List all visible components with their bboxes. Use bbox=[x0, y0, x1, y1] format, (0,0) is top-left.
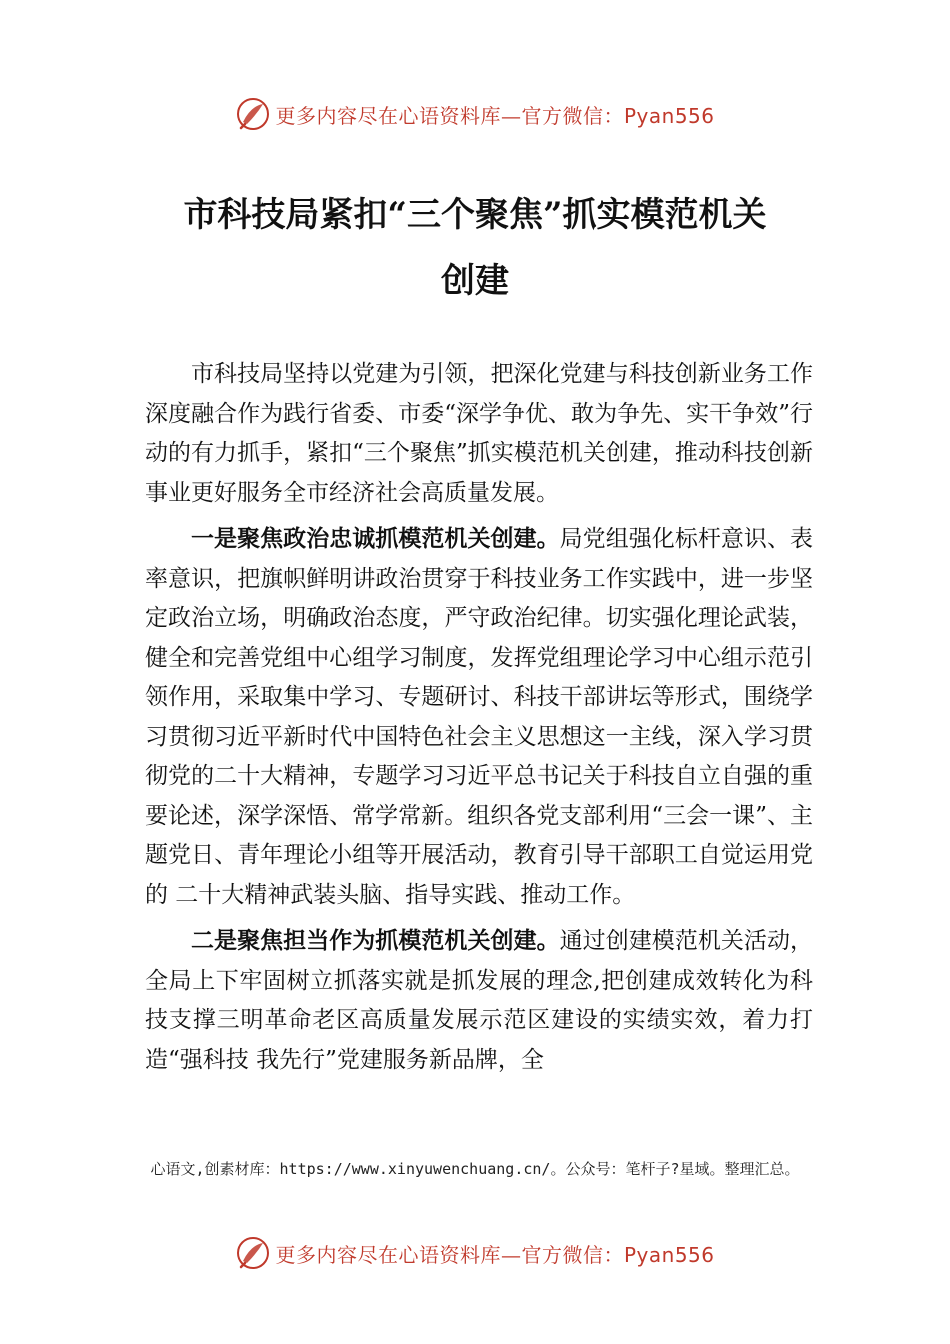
banner-wechat-label: 官方微信： bbox=[521, 1242, 624, 1267]
title-line-1: 市科技局紧扣“三个聚焦”抓实模范机关 bbox=[183, 195, 767, 235]
title-line-2: 创建 bbox=[441, 261, 509, 301]
article-body bbox=[145, 355, 813, 1080]
brush-logo-icon bbox=[235, 1235, 271, 1271]
paragraph-political-loyalty bbox=[145, 520, 813, 915]
banner-text bbox=[275, 100, 714, 129]
banner-brand: 更多内容尽在心语资料库 bbox=[275, 1242, 501, 1267]
brush-logo-icon bbox=[235, 96, 271, 132]
header-banner bbox=[0, 94, 950, 134]
footer-note: 心语文,创素材库：https://www.xinyuwenchuang.cn/。公众号：笔杆子?星域。整理汇总。 bbox=[150, 1160, 800, 1178]
banner-separator: — bbox=[500, 1242, 522, 1267]
footer-banner bbox=[0, 1233, 950, 1273]
banner-wechat-id: Pyan556 bbox=[623, 1242, 715, 1267]
banner-separator: — bbox=[500, 103, 522, 128]
paragraph-lead: 二是聚焦担当作为抓模范机关创建。 bbox=[191, 928, 560, 954]
paragraph-text: 通过创建模范机关活动，全局上下牢固树立抓落实就是抓发展的理念,把创建成效转化为科技支撑三明革命老区高质量发展示范区建设的实绩实效，着力打造“强科技 我先行”党建服务新品牌，全 bbox=[145, 928, 814, 1073]
paragraph-intro: 市科技局坚持以党建为引领，把深化党建与科技创新业务工作深度融合作为践行省委、市委“深学争优、敢为争先、实干争效”行动的有力抓手，紧扣“三个聚焦”抓实模范机关创建，推动科技创新事业更好服务全市经济社会高质量发展。 bbox=[145, 361, 813, 506]
banner-text bbox=[275, 1239, 714, 1268]
banner-brand: 更多内容尽在心语资料库 bbox=[275, 103, 501, 128]
paragraph-responsibility bbox=[145, 922, 813, 1080]
banner-wechat-id: Pyan556 bbox=[623, 103, 715, 128]
banner-wechat-label: 官方微信： bbox=[521, 103, 624, 128]
page-title bbox=[0, 182, 950, 314]
paragraph-text: 局党组强化标杆意识、表率意识，把旗帜鲜明讲政治贯穿于科技业务工作实践中，进一步坚定政治立场，明确政治态度，严守政治纪律。切实强化理论武装，健全和完善党组中心组学习制度，发挥党组理论学习中心组示范引领作用，采取集中学习、专题研讨、科技干部讲坛等形式，围绕学习贯彻习近平新时代中国特色社会主义思想这一主线，深入学习贯彻党的二十大精神，专题学习习近平总书记关于科技自立自强的重要论述，深学深悟、常学常新。组织各党支部利用“三会一课”、主题党日、青年理论小组等开展活动，教育引导干部职工自觉运用党的 二十大精神武装头脑、指导实践、推动工作。 bbox=[145, 526, 814, 908]
paragraph-lead: 一是聚焦政治忠诚抓模范机关创建。 bbox=[191, 526, 560, 552]
